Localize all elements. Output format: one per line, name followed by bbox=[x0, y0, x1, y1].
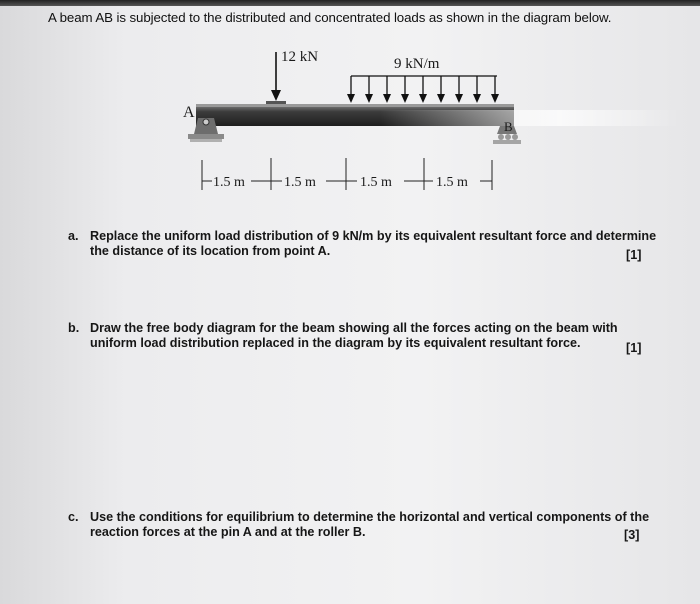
question-c-line-2: reaction forces at the pin A and at the roller B. bbox=[90, 525, 366, 539]
distributed-load bbox=[351, 76, 497, 96]
top-edge bbox=[0, 0, 700, 6]
support-a-label: A bbox=[183, 104, 195, 121]
question-b-line-1: Draw the free body diagram for the beam showing all the forces acting on the beam with bbox=[90, 321, 618, 335]
intro-text: A beam AB is subjected to the distributed and concentrated loads as shown in the diagram below. bbox=[48, 10, 612, 25]
question-b-marks: [1] bbox=[626, 341, 642, 355]
segment-4-label: 1.5 m bbox=[436, 175, 468, 190]
question-c bbox=[68, 510, 650, 540]
question-a-marks: [1] bbox=[626, 248, 642, 262]
question-c-marks: [3] bbox=[624, 528, 640, 542]
segment-1-label: 1.5 m bbox=[213, 175, 245, 190]
question-c-line-1: Use the conditions for equilibrium to determine the horizontal and vertical components of the bbox=[90, 510, 650, 524]
question-a-line-2: the distance of its location from point A. bbox=[90, 244, 331, 258]
question-a-letter: a. bbox=[68, 229, 79, 243]
segment-2-label: 1.5 m bbox=[284, 175, 316, 190]
beam-diagram bbox=[0, 36, 700, 206]
question-a bbox=[68, 229, 657, 259]
question-b-line-2: uniform load distribution replaced in the diagram by its equivalent resultant force. bbox=[90, 336, 581, 350]
distributed-load-label: 9 kN/m bbox=[394, 56, 440, 72]
support-b-label: B bbox=[504, 119, 513, 134]
question-b bbox=[68, 321, 618, 351]
question-a-line-1: Replace the uniform load distribution of 9 kN/m by its equivalent resultant force and determine bbox=[90, 229, 657, 243]
question-c-letter: c. bbox=[68, 510, 79, 524]
segment-3-label: 1.5 m bbox=[360, 175, 392, 190]
point-load-label: 12 kN bbox=[281, 49, 319, 65]
question-b-letter: b. bbox=[68, 321, 80, 335]
